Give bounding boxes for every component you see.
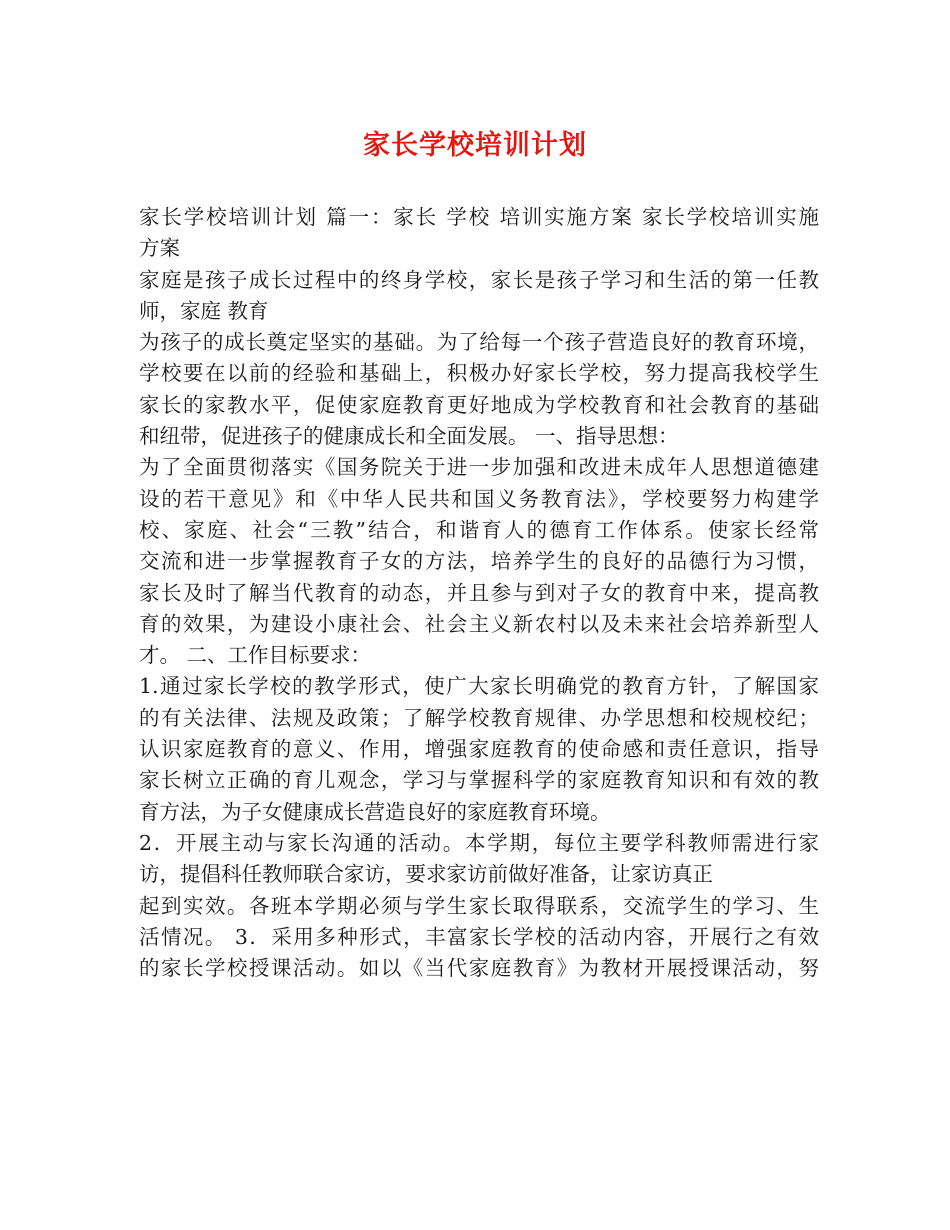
text-line: 家庭是孩子成长过程中的终身学校，家长是孩子学习和生活的第一任教 [139, 267, 819, 292]
text-line: 2．开展主动与家长沟通的活动。本学期，每位主要学科教师需进行家 [139, 830, 819, 855]
text-line: 1.通过家长学校的教学形式，使广大家长明确党的教育方针，了解国家 [139, 674, 819, 699]
text-line: 家长学校培训计划 篇一：家长 学校 培训实施方案 家长学校培训实施 [139, 205, 819, 229]
text-line: 育的效果，为建设小康社会、社会主义新农村以及未来社会培养新型人 [139, 611, 819, 636]
text-line: 育方法，为子女健康成长营造良好的家庭教育环境。 [139, 799, 611, 824]
document-body [139, 202, 819, 984]
text-line: 的有关法律、法规及政策；了解学校教育规律、办学思想和校规校纪； [139, 705, 819, 730]
text-line: 和纽带，促进孩子的健康成长和全面发展。 一、指导思想： [139, 424, 679, 449]
text-line: 活情况。 3．采用多种形式，丰富家长学校的活动内容，开展行之有效 [139, 924, 819, 949]
text-line: 访，提倡科任教师联合家访，要求家访前做好准备，让家访真正 [139, 862, 713, 887]
text-line: 学校要在以前的经验和基础上，积极办好家长学校，努力提高我校学生 [139, 361, 819, 386]
text-line: 设的若干意见》和《中华人民共和国义务教育法》，学校要努力构建学 [139, 486, 819, 511]
text-line: 的家长学校授课活动。如以《当代家庭教育》为教材开展授课活动，努 [139, 956, 819, 981]
text-line: 家长的家教水平，促使家庭教育更好地成为学校教育和社会教育的基础 [139, 392, 819, 417]
text-line: 起到实效。各班本学期必须与学生家长取得联系，交流学生的学习、生 [139, 893, 819, 918]
text-line: 家长及时了解当代教育的动态，并且参与到对子女的教育中来，提高教 [139, 580, 819, 605]
text-line: 师，家庭 教育 [139, 298, 269, 323]
text-line: 交流和进一步掌握教育子女的方法，培养学生的良好的品德行为习惯， [139, 549, 819, 574]
text-line: 校、家庭、社会“三教”结合，和谐育人的德育工作体系。使家长经常 [139, 517, 819, 542]
text-line: 方案 [139, 236, 180, 261]
text-line: 认识家庭教育的意义、作用，增强家庭教育的使命感和责任意识，指导 [139, 737, 819, 762]
document-title: 家长学校培训计划 [363, 130, 587, 161]
text-line: 为孩子的成长奠定坚实的基础。为了给每一个孩子营造良好的教育环境， [139, 330, 819, 355]
text-line: 为了全面贯彻落实《国务院关于进一步加强和改进未成年人思想道德建 [139, 455, 819, 480]
text-line: 家长树立正确的育儿观念，学习与掌握科学的家庭教育知识和有效的教 [139, 768, 819, 793]
text-line: 才。 二、工作目标要求： [139, 643, 372, 668]
